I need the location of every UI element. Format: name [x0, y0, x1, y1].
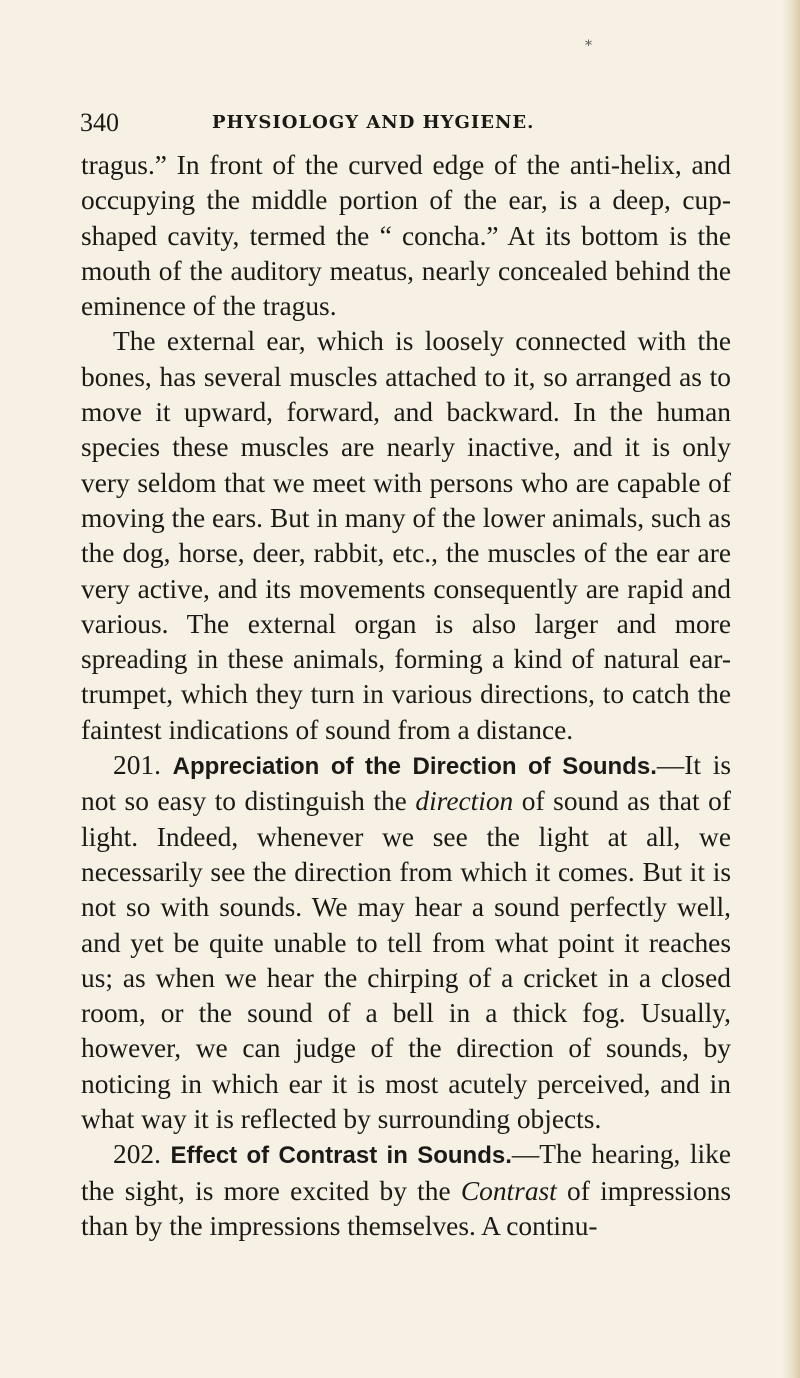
section-heading-202: Effect of Contrast in Sounds. — [170, 1142, 512, 1170]
paragraph-external-ear: The external ear, which is loosely connected with the bones, has several muscles attached to it, so arranged as to move it upward, forward, and backward. In the human species these muscles are nearly inactive, and it is only very seldom that we meet with persons who are capable of moving the ears. But in many of the lower animals, such as the dog, horse, deer, rabbit, etc., the muscles of the ear are very active, and its movements consequently are rapid and various. The external organ is also larger and more spreading in these animals, forming a kind of natural ear-trumpet, which they turn in various directions, to catch the faintest indications of sound from a distance. — [81, 326, 731, 745]
section-text-201a: —It is not so easy to distinguish the — [81, 750, 731, 817]
section-text-202a: —The hearing, like the sight, is more excited by the — [81, 1139, 731, 1206]
emphasis-contrast: Contrast — [460, 1175, 557, 1206]
section-number-202: 202. — [113, 1139, 161, 1170]
section-heading-201: Appreciation of the Direction of Sounds. — [172, 753, 657, 781]
section-text-201b: of sound as that of light. Indeed, whenever we see the light at all, we necessarily see the direction from which it comes. But it is not so with sounds. We may hear a sound perfectly well, and yet be quite unable to tell from what point it reaches us; as when we hear the chirping of a cricket in a closed room, or the sound of a bell in a thick fog. Usually, however, we can judge of the direction of sounds, by noticing in which ear it is most acutely perceived, and in what way it is reflected by surrounding objects. — [81, 786, 731, 1135]
emphasis-direction: direction — [415, 786, 514, 817]
page-number: 340 — [80, 108, 119, 137]
paragraph-201 — [81, 748, 731, 1137]
section-text-202b: of impressions than by the impressions themselves. A continu- — [81, 1175, 731, 1241]
section-number-201: 201. — [113, 750, 161, 781]
margin-mark: * — [585, 38, 592, 54]
paragraph-continuation: tragus.” In front of the curved edge of the anti-helix, and occupying the middle portion of the ear, is a deep, cup-shaped cavity, termed the “ concha.” At its bottom is the mouth of the auditory meatus, nearly concealed behind the eminence of the tragus. — [81, 150, 731, 322]
page-header — [80, 108, 720, 138]
running-head: PHYSIOLOGY AND HYGIENE. — [212, 112, 535, 133]
body-text — [81, 148, 731, 1244]
page-edge-shadow — [782, 0, 800, 1378]
paragraph-202 — [81, 1137, 731, 1244]
